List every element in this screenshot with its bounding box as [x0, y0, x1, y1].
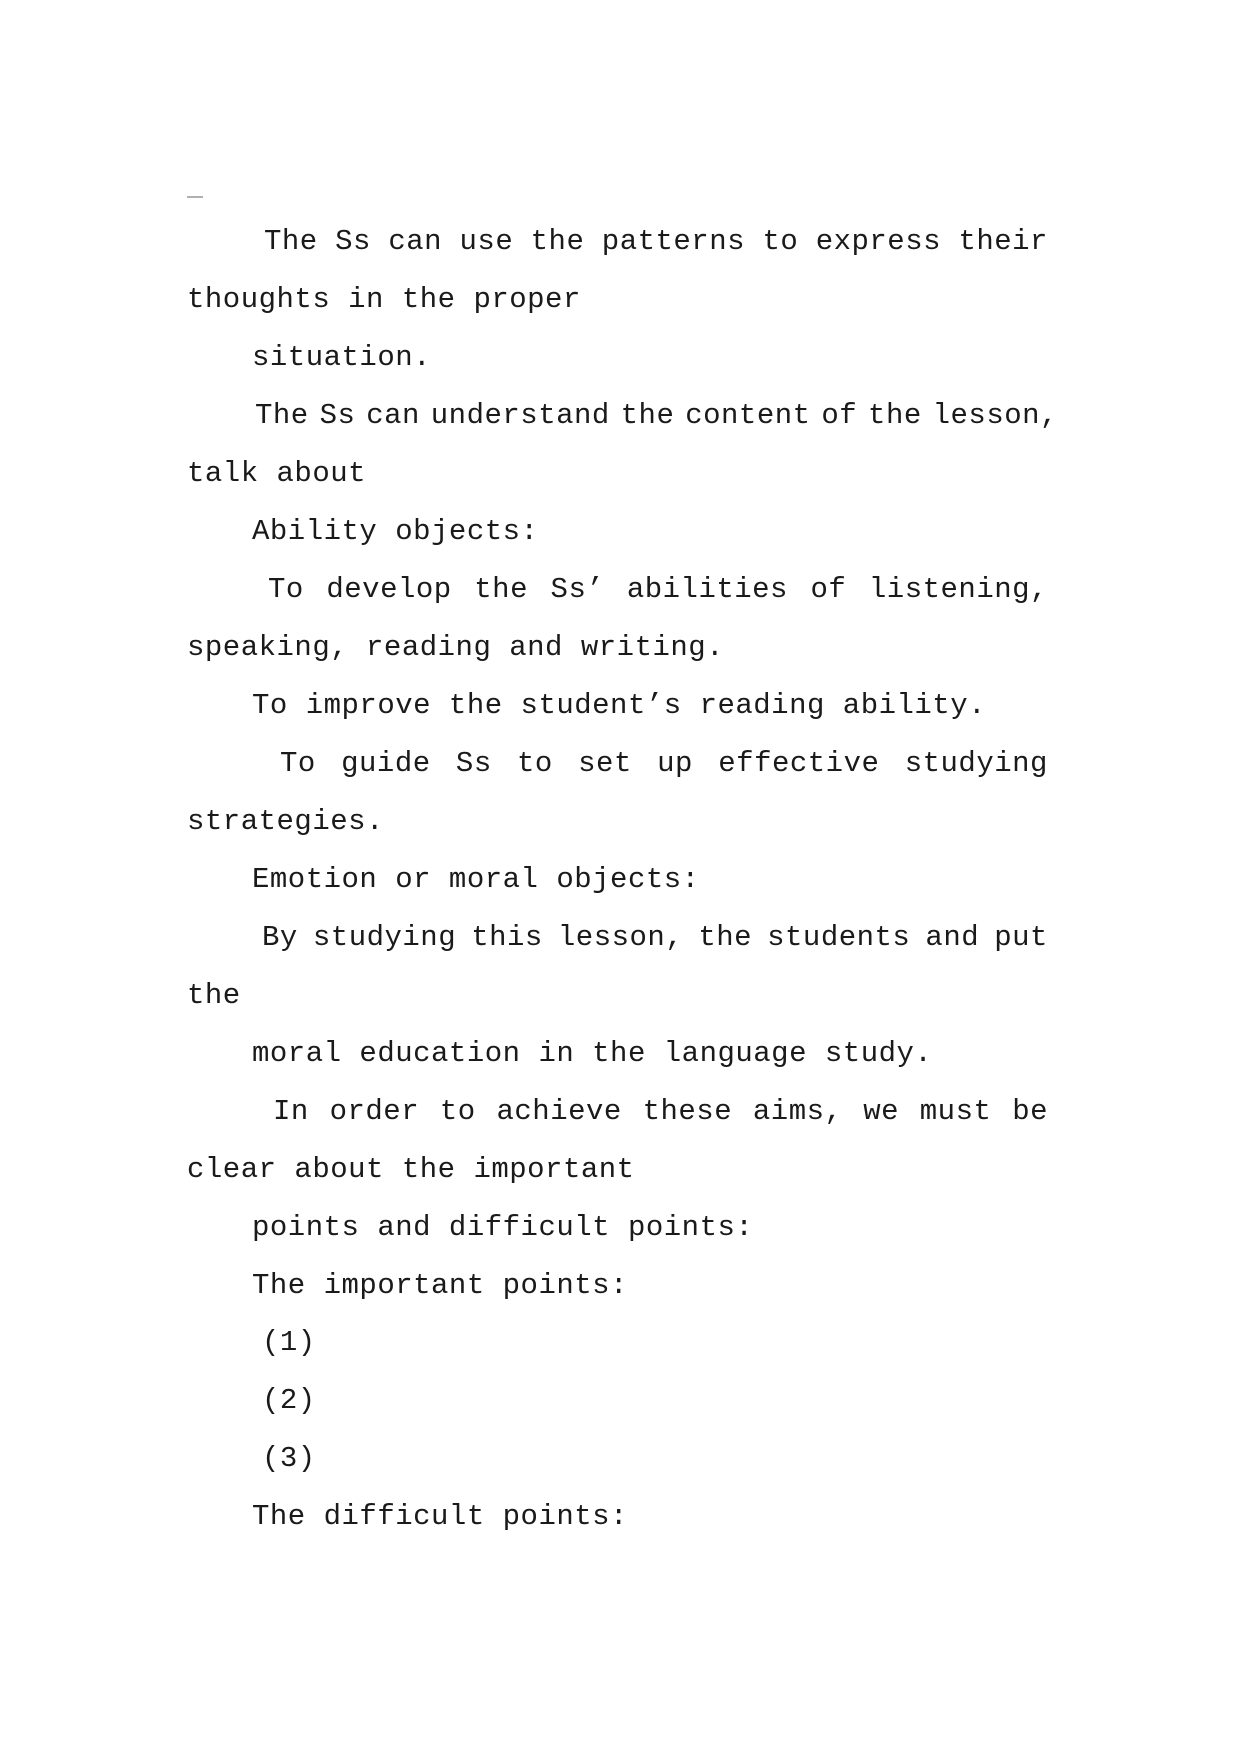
section-heading-important: The important points:	[252, 1269, 628, 1302]
word: The	[255, 399, 309, 432]
paragraph-line-2: thoughts in the proper	[187, 283, 581, 316]
word: and	[925, 921, 980, 954]
word: this	[471, 921, 543, 954]
paragraph-line-10	[280, 744, 1048, 784]
word: the	[698, 921, 753, 954]
paragraph-line-5: talk about	[187, 457, 367, 490]
word: studying	[312, 921, 457, 954]
paragraph-line-4	[255, 396, 1058, 436]
word: content	[685, 399, 811, 432]
paragraph-line-1	[264, 222, 1048, 262]
page-marker	[187, 196, 203, 198]
word: aims,	[752, 1095, 843, 1128]
word: the	[868, 399, 922, 432]
word: patterns	[601, 225, 746, 258]
word: achieve	[496, 1095, 622, 1128]
word: lesson,	[557, 921, 684, 954]
word: Ss	[319, 399, 356, 432]
word: of	[821, 399, 858, 432]
list-item-3: (3)	[262, 1442, 316, 1475]
section-heading-difficult: The difficult points:	[252, 1500, 628, 1533]
paragraph-line-13	[262, 918, 1048, 958]
word: understand	[430, 399, 610, 432]
word: their	[958, 225, 1048, 258]
word: develop	[326, 573, 452, 606]
word: listening,	[868, 573, 1048, 606]
list-item-1: (1)	[262, 1326, 316, 1359]
word: the	[474, 573, 528, 606]
word: we	[863, 1095, 899, 1128]
paragraph-line-15: moral education in the language study.	[252, 1037, 933, 1070]
word: set	[578, 747, 632, 780]
paragraph-line-18: points and difficult points:	[252, 1211, 754, 1244]
word: use	[459, 225, 514, 258]
word: must	[919, 1095, 992, 1128]
word: to	[517, 747, 553, 780]
word: effective	[718, 747, 880, 780]
word: By	[262, 921, 298, 954]
word: Ss’	[550, 573, 605, 606]
word: the	[620, 399, 675, 432]
list-item-2: (2)	[262, 1384, 316, 1417]
paragraph-line-11: strategies.	[187, 805, 384, 838]
paragraph-line-14: the	[187, 979, 241, 1012]
word: put	[994, 921, 1048, 954]
word: students	[767, 921, 911, 954]
paragraph-line-8: speaking, reading and writing.	[187, 631, 725, 664]
paragraph-line-3: situation.	[252, 341, 432, 374]
word: up	[657, 747, 693, 780]
paragraph-line-16	[273, 1092, 1048, 1132]
word: To	[268, 573, 304, 606]
word: Ss	[455, 747, 492, 780]
word: to	[762, 225, 799, 258]
word: Ss	[335, 225, 371, 258]
word: can	[388, 225, 443, 258]
word: to	[439, 1095, 476, 1128]
word: the	[530, 225, 585, 258]
word: studying	[904, 747, 1048, 780]
section-heading-emotion: Emotion or moral objects:	[252, 863, 700, 896]
word: To	[280, 747, 316, 780]
word: these	[642, 1095, 733, 1128]
word: can	[366, 399, 420, 432]
section-heading-ability: Ability objects:	[252, 515, 539, 548]
word: express	[815, 225, 942, 258]
word: order	[329, 1095, 420, 1128]
word: of	[810, 573, 847, 606]
word: In	[273, 1095, 309, 1128]
word: lesson,	[932, 399, 1058, 432]
word: guide	[341, 747, 431, 780]
paragraph-line-9: To improve the student’s reading ability.	[252, 689, 987, 722]
word: abilities	[626, 573, 788, 606]
paragraph-line-7	[268, 570, 1048, 610]
word: The	[264, 225, 318, 258]
paragraph-line-17: clear about the important	[187, 1153, 635, 1186]
word: be	[1012, 1095, 1048, 1128]
